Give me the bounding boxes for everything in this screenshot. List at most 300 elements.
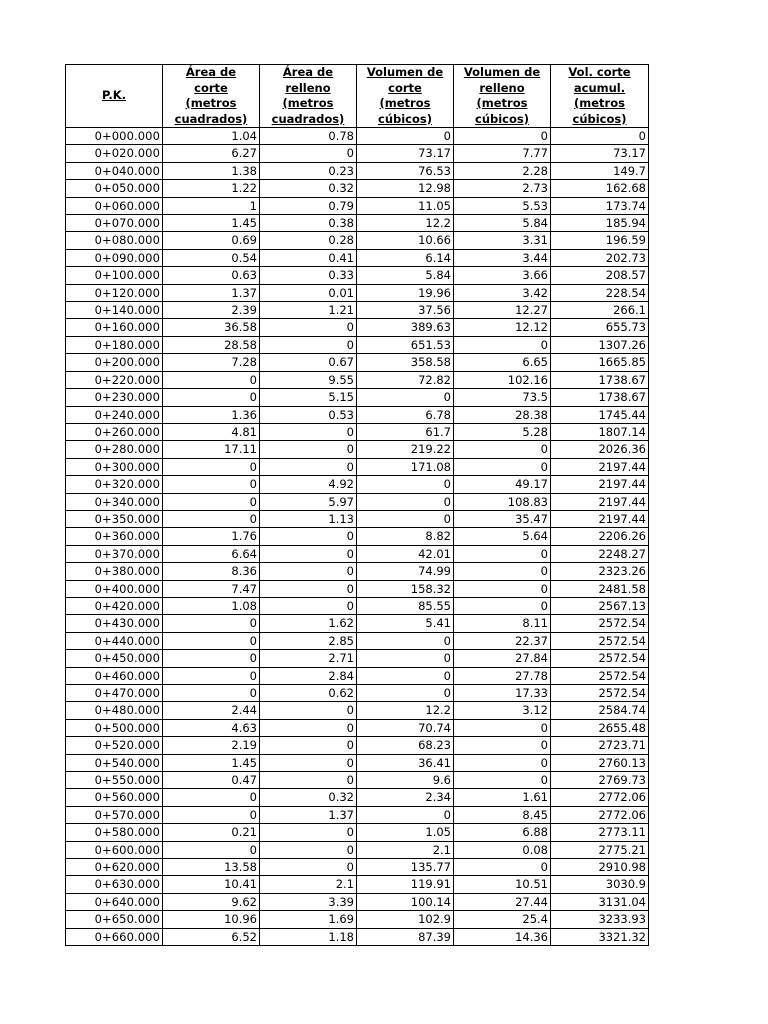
table-row — [66, 580, 649, 597]
cell-pk: 0+640.000 — [66, 893, 163, 910]
cell-cumulative-cut: 1307.26 — [551, 336, 649, 353]
cell-fill-volume: 0 — [454, 772, 551, 789]
cell-cut-volume: 219.22 — [357, 441, 454, 458]
cell-fill-volume: 5.53 — [454, 197, 551, 214]
cell-fill-area: 0 — [260, 580, 357, 597]
cell-pk: 0+120.000 — [66, 284, 163, 301]
cell-cumulative-cut: 2760.13 — [551, 754, 649, 771]
cell-cumulative-cut: 2572.54 — [551, 632, 649, 649]
cell-cut-volume: 8.82 — [357, 528, 454, 545]
table-row — [66, 615, 649, 632]
cell-pk: 0+380.000 — [66, 563, 163, 580]
cell-cut-area: 6.52 — [163, 928, 260, 945]
cell-fill-area: 0 — [260, 545, 357, 562]
cell-fill-volume: 0.08 — [454, 841, 551, 858]
header-line: cúbicos) — [475, 111, 529, 126]
cell-cut-area: 1.08 — [163, 597, 260, 614]
table-row — [66, 319, 649, 336]
cell-cut-area: 17.11 — [163, 441, 260, 458]
table-row — [66, 232, 649, 249]
cell-fill-area: 0 — [260, 859, 357, 876]
cell-cumulative-cut: 2248.27 — [551, 545, 649, 562]
cell-cut-volume: 0 — [357, 389, 454, 406]
cell-cut-volume: 11.05 — [357, 197, 454, 214]
cell-pk: 0+160.000 — [66, 319, 163, 336]
cell-fill-area: 0.79 — [260, 197, 357, 214]
table-row — [66, 476, 649, 493]
cell-cut-area: 28.58 — [163, 336, 260, 353]
cell-fill-volume: 6.88 — [454, 824, 551, 841]
cell-fill-area: 0.78 — [260, 128, 357, 145]
cell-fill-area: 0.53 — [260, 406, 357, 423]
cell-cumulative-cut: 655.73 — [551, 319, 649, 336]
cell-cumulative-cut: 185.94 — [551, 215, 649, 232]
cell-fill-volume: 3.44 — [454, 249, 551, 266]
cell-cumulative-cut: 1807.14 — [551, 423, 649, 440]
cell-cut-volume: 0 — [357, 667, 454, 684]
cell-cut-volume: 73.17 — [357, 145, 454, 162]
cell-cumulative-cut: 149.7 — [551, 162, 649, 179]
table-row — [66, 441, 649, 458]
table-row — [66, 719, 649, 736]
cell-pk: 0+500.000 — [66, 719, 163, 736]
header-line: relleno — [285, 80, 331, 95]
cell-fill-area: 0.62 — [260, 685, 357, 702]
table-row — [66, 597, 649, 614]
header-line: (metros — [282, 96, 334, 110]
cell-pk: 0+650.000 — [66, 911, 163, 928]
cell-fill-area: 4.92 — [260, 476, 357, 493]
cell-fill-volume: 14.36 — [454, 928, 551, 945]
cell-cumulative-cut: 2197.44 — [551, 476, 649, 493]
cell-cut-volume: 9.6 — [357, 772, 454, 789]
cell-cut-volume: 0 — [357, 476, 454, 493]
cell-pk: 0+420.000 — [66, 597, 163, 614]
header-cut-area — [163, 65, 260, 128]
table-row — [66, 806, 649, 823]
cell-fill-area: 0 — [260, 597, 357, 614]
cell-cut-area: 36.58 — [163, 319, 260, 336]
header-line: Área de — [185, 65, 237, 79]
cell-cut-area: 0 — [163, 632, 260, 649]
cell-fill-volume: 17.33 — [454, 685, 551, 702]
cell-pk: 0+430.000 — [66, 615, 163, 632]
cell-fill-volume: 0 — [454, 580, 551, 597]
cell-fill-volume: 2.28 — [454, 162, 551, 179]
header-line: corte — [388, 80, 422, 95]
cell-fill-area: 1.69 — [260, 911, 357, 928]
cell-fill-area: 2.85 — [260, 632, 357, 649]
table-row — [66, 876, 649, 893]
earthwork-table — [65, 64, 649, 946]
table-row — [66, 754, 649, 771]
cell-fill-volume: 28.38 — [454, 406, 551, 423]
cell-cut-area: 9.62 — [163, 893, 260, 910]
cell-fill-volume: 6.65 — [454, 354, 551, 371]
cell-fill-area: 0 — [260, 772, 357, 789]
table-row — [66, 772, 649, 789]
header-pk — [66, 65, 163, 128]
cell-cut-area: 0 — [163, 510, 260, 527]
cell-fill-area: 0 — [260, 319, 357, 336]
table-row — [66, 197, 649, 214]
cell-cut-volume: 12.2 — [357, 702, 454, 719]
cell-cut-volume: 135.77 — [357, 859, 454, 876]
cell-fill-volume: 102.16 — [454, 371, 551, 388]
cell-cumulative-cut: 2572.54 — [551, 650, 649, 667]
header-line: Área de — [282, 65, 334, 79]
cell-pk: 0+540.000 — [66, 754, 163, 771]
cell-cut-volume: 171.08 — [357, 458, 454, 475]
table-row — [66, 545, 649, 562]
table-row — [66, 685, 649, 702]
table-body — [66, 128, 649, 946]
cell-fill-volume: 10.51 — [454, 876, 551, 893]
cell-cumulative-cut: 2769.73 — [551, 772, 649, 789]
cell-fill-volume: 0 — [454, 737, 551, 754]
cell-pk: 0+070.000 — [66, 215, 163, 232]
cell-fill-volume: 0 — [454, 128, 551, 145]
cell-cumulative-cut: 2481.58 — [551, 580, 649, 597]
cell-pk: 0+400.000 — [66, 580, 163, 597]
header-line: cuadrados) — [271, 111, 345, 126]
table-row — [66, 737, 649, 754]
cell-cumulative-cut: 3030.9 — [551, 876, 649, 893]
cell-fill-area: 9.55 — [260, 371, 357, 388]
cell-fill-area: 1.37 — [260, 806, 357, 823]
cell-cut-area: 1.04 — [163, 128, 260, 145]
cell-pk: 0+020.000 — [66, 145, 163, 162]
cell-fill-area: 0 — [260, 458, 357, 475]
cell-cumulative-cut: 2572.54 — [551, 615, 649, 632]
cell-pk: 0+560.000 — [66, 789, 163, 806]
cell-pk: 0+060.000 — [66, 197, 163, 214]
cell-cut-volume: 42.01 — [357, 545, 454, 562]
cell-fill-area: 0.01 — [260, 284, 357, 301]
cell-cut-area: 0 — [163, 493, 260, 510]
cell-fill-area: 0 — [260, 441, 357, 458]
cell-cumulative-cut: 1738.67 — [551, 371, 649, 388]
cell-cut-area: 1.76 — [163, 528, 260, 545]
table-row — [66, 215, 649, 232]
cell-fill-area: 0.67 — [260, 354, 357, 371]
table-row — [66, 145, 649, 162]
cell-cut-volume: 389.63 — [357, 319, 454, 336]
cell-fill-volume: 73.5 — [454, 389, 551, 406]
cell-pk: 0+340.000 — [66, 493, 163, 510]
cell-pk: 0+600.000 — [66, 841, 163, 858]
cell-fill-area: 0 — [260, 824, 357, 841]
header-line: (metros — [185, 96, 237, 110]
cell-cumulative-cut: 73.17 — [551, 145, 649, 162]
cell-fill-volume: 7.77 — [454, 145, 551, 162]
cell-cumulative-cut: 1665.85 — [551, 354, 649, 371]
header-line: cuadrados) — [174, 111, 248, 126]
cell-cut-area: 6.64 — [163, 545, 260, 562]
cell-pk: 0+280.000 — [66, 441, 163, 458]
cell-cumulative-cut: 2197.44 — [551, 493, 649, 510]
cell-cumulative-cut: 3131.04 — [551, 893, 649, 910]
cell-cut-volume: 0 — [357, 128, 454, 145]
cell-cumulative-cut: 2572.54 — [551, 685, 649, 702]
cell-cut-volume: 74.99 — [357, 563, 454, 580]
cell-cut-area: 0 — [163, 371, 260, 388]
cell-cumulative-cut: 2775.21 — [551, 841, 649, 858]
cell-fill-volume: 5.28 — [454, 423, 551, 440]
cell-cut-volume: 68.23 — [357, 737, 454, 754]
table-row — [66, 893, 649, 910]
cell-cumulative-cut: 208.57 — [551, 267, 649, 284]
header-line: cúbicos) — [378, 111, 432, 126]
cell-pk: 0+100.000 — [66, 267, 163, 284]
cell-fill-volume: 2.73 — [454, 180, 551, 197]
cell-cut-volume: 2.34 — [357, 789, 454, 806]
cell-cut-area: 1.38 — [163, 162, 260, 179]
cell-pk: 0+300.000 — [66, 458, 163, 475]
cell-pk: 0+320.000 — [66, 476, 163, 493]
cell-pk: 0+480.000 — [66, 702, 163, 719]
cell-fill-volume: 3.12 — [454, 702, 551, 719]
table-row — [66, 841, 649, 858]
cell-cut-volume: 0 — [357, 650, 454, 667]
cell-fill-area: 2.71 — [260, 650, 357, 667]
cell-fill-area: 0 — [260, 737, 357, 754]
cell-cut-volume: 12.98 — [357, 180, 454, 197]
cell-fill-volume: 0 — [454, 719, 551, 736]
cell-cumulative-cut: 266.1 — [551, 302, 649, 319]
cell-cumulative-cut: 0 — [551, 128, 649, 145]
table-row — [66, 859, 649, 876]
cell-cut-area: 7.28 — [163, 354, 260, 371]
cell-fill-volume: 27.84 — [454, 650, 551, 667]
cell-cut-volume: 358.58 — [357, 354, 454, 371]
cell-cut-area: 4.63 — [163, 719, 260, 736]
header-line: (metros — [379, 96, 431, 110]
cell-cut-area: 7.47 — [163, 580, 260, 597]
cell-cut-volume: 72.82 — [357, 371, 454, 388]
header-line: acumul. — [573, 80, 626, 95]
cell-cumulative-cut: 2723.71 — [551, 737, 649, 754]
header-line: (metros — [476, 96, 528, 110]
cell-fill-area: 2.1 — [260, 876, 357, 893]
cell-cut-volume: 102.9 — [357, 911, 454, 928]
cell-cut-area: 1.45 — [163, 215, 260, 232]
cell-pk: 0+200.000 — [66, 354, 163, 371]
cell-pk: 0+230.000 — [66, 389, 163, 406]
cell-cut-area: 0 — [163, 476, 260, 493]
cell-cut-volume: 0 — [357, 685, 454, 702]
cell-cut-area: 2.44 — [163, 702, 260, 719]
table-row — [66, 249, 649, 266]
cell-fill-volume: 0 — [454, 597, 551, 614]
cell-fill-area: 0 — [260, 702, 357, 719]
cell-fill-area: 1.18 — [260, 928, 357, 945]
cell-cut-area: 0 — [163, 841, 260, 858]
cell-fill-volume: 35.47 — [454, 510, 551, 527]
cell-cumulative-cut: 1738.67 — [551, 389, 649, 406]
header-line: (metros — [574, 96, 625, 110]
header-cut-volume — [357, 65, 454, 128]
cell-cut-area: 1.45 — [163, 754, 260, 771]
cell-cut-area: 0 — [163, 806, 260, 823]
cell-cumulative-cut: 2197.44 — [551, 458, 649, 475]
cell-cut-volume: 36.41 — [357, 754, 454, 771]
cell-cut-area: 0 — [163, 789, 260, 806]
cell-cut-volume: 5.84 — [357, 267, 454, 284]
cell-pk: 0+630.000 — [66, 876, 163, 893]
cell-pk: 0+050.000 — [66, 180, 163, 197]
cell-fill-volume: 27.44 — [454, 893, 551, 910]
cell-pk: 0+580.000 — [66, 824, 163, 841]
cell-cut-area: 8.36 — [163, 563, 260, 580]
cell-cut-area: 1.37 — [163, 284, 260, 301]
table-row — [66, 371, 649, 388]
cell-fill-area: 5.97 — [260, 493, 357, 510]
table-row — [66, 302, 649, 319]
cell-fill-area: 0 — [260, 754, 357, 771]
cell-cut-area: 0.21 — [163, 824, 260, 841]
cell-pk: 0+370.000 — [66, 545, 163, 562]
table-row — [66, 180, 649, 197]
cell-cut-volume: 19.96 — [357, 284, 454, 301]
cell-cut-area: 10.96 — [163, 911, 260, 928]
cell-fill-area: 0 — [260, 841, 357, 858]
cell-fill-volume: 0 — [454, 754, 551, 771]
cell-fill-area: 2.84 — [260, 667, 357, 684]
table-row — [66, 458, 649, 475]
cell-fill-area: 0 — [260, 145, 357, 162]
table-row — [66, 510, 649, 527]
cell-fill-volume: 1.61 — [454, 789, 551, 806]
cell-cut-volume: 12.2 — [357, 215, 454, 232]
cell-pk: 0+660.000 — [66, 928, 163, 945]
cell-pk: 0+520.000 — [66, 737, 163, 754]
header-line: Volumen de — [463, 65, 541, 79]
cell-cut-area: 13.58 — [163, 859, 260, 876]
table-row — [66, 563, 649, 580]
cell-cumulative-cut: 2772.06 — [551, 789, 649, 806]
cell-cut-area: 10.41 — [163, 876, 260, 893]
cell-fill-volume: 49.17 — [454, 476, 551, 493]
table-row — [66, 928, 649, 945]
cell-cumulative-cut: 2572.54 — [551, 667, 649, 684]
cell-fill-volume: 108.83 — [454, 493, 551, 510]
cell-pk: 0+240.000 — [66, 406, 163, 423]
cell-cumulative-cut: 196.59 — [551, 232, 649, 249]
table-row — [66, 389, 649, 406]
cell-pk: 0+460.000 — [66, 667, 163, 684]
cell-cut-area: 0 — [163, 615, 260, 632]
cell-fill-volume: 5.84 — [454, 215, 551, 232]
cell-fill-volume: 3.42 — [454, 284, 551, 301]
cell-cumulative-cut: 2567.13 — [551, 597, 649, 614]
cell-cut-area: 0 — [163, 650, 260, 667]
cell-fill-volume: 3.66 — [454, 267, 551, 284]
header-line: Volumen de — [366, 65, 444, 79]
cell-cumulative-cut: 2772.06 — [551, 806, 649, 823]
cell-pk: 0+180.000 — [66, 336, 163, 353]
cell-cut-volume: 37.56 — [357, 302, 454, 319]
cell-cut-volume: 2.1 — [357, 841, 454, 858]
cell-cut-area: 1 — [163, 197, 260, 214]
cell-fill-area: 5.15 — [260, 389, 357, 406]
cell-cut-area: 0 — [163, 458, 260, 475]
table-row — [66, 406, 649, 423]
cell-fill-volume: 12.27 — [454, 302, 551, 319]
header-fill-area — [260, 65, 357, 128]
cell-cumulative-cut: 173.74 — [551, 197, 649, 214]
cell-fill-volume: 8.11 — [454, 615, 551, 632]
cell-fill-area: 3.39 — [260, 893, 357, 910]
cell-cumulative-cut: 2323.26 — [551, 563, 649, 580]
table-row — [66, 284, 649, 301]
cell-fill-volume: 3.31 — [454, 232, 551, 249]
cell-cut-volume: 0 — [357, 806, 454, 823]
cell-fill-area: 0 — [260, 719, 357, 736]
cell-fill-volume: 12.12 — [454, 319, 551, 336]
cell-fill-area: 1.13 — [260, 510, 357, 527]
cell-pk: 0+550.000 — [66, 772, 163, 789]
cell-fill-area: 0.38 — [260, 215, 357, 232]
table-row — [66, 493, 649, 510]
table-row — [66, 267, 649, 284]
cell-fill-area: 0 — [260, 336, 357, 353]
cell-pk: 0+040.000 — [66, 162, 163, 179]
cell-fill-volume: 0 — [454, 563, 551, 580]
header-cumulative-cut — [551, 65, 649, 128]
cell-cumulative-cut: 3233.93 — [551, 911, 649, 928]
cell-cut-volume: 158.32 — [357, 580, 454, 597]
cell-fill-volume: 0 — [454, 859, 551, 876]
cell-pk: 0+140.000 — [66, 302, 163, 319]
cell-fill-volume: 0 — [454, 336, 551, 353]
cell-cumulative-cut: 202.73 — [551, 249, 649, 266]
cell-cut-volume: 61.7 — [357, 423, 454, 440]
cell-cumulative-cut: 228.54 — [551, 284, 649, 301]
cell-fill-volume: 5.64 — [454, 528, 551, 545]
cell-pk: 0+090.000 — [66, 249, 163, 266]
cell-cumulative-cut: 2026.36 — [551, 441, 649, 458]
table-row — [66, 824, 649, 841]
table-row — [66, 128, 649, 145]
header-line: P.K. — [102, 88, 126, 103]
cell-fill-volume: 0 — [454, 458, 551, 475]
cell-cumulative-cut: 1745.44 — [551, 406, 649, 423]
cell-cut-area: 0.54 — [163, 249, 260, 266]
cell-cut-volume: 1.05 — [357, 824, 454, 841]
cell-cumulative-cut: 2584.74 — [551, 702, 649, 719]
cell-cut-volume: 100.14 — [357, 893, 454, 910]
cell-cut-area: 1.22 — [163, 180, 260, 197]
cell-cut-volume: 0 — [357, 493, 454, 510]
table-row — [66, 632, 649, 649]
cell-pk: 0+000.000 — [66, 128, 163, 145]
cell-fill-volume: 25.4 — [454, 911, 551, 928]
cell-cut-area: 0 — [163, 685, 260, 702]
cell-cut-volume: 85.55 — [357, 597, 454, 614]
table-row — [66, 423, 649, 440]
cell-fill-area: 0 — [260, 423, 357, 440]
cell-pk: 0+450.000 — [66, 650, 163, 667]
table-row — [66, 702, 649, 719]
cell-cut-area: 6.27 — [163, 145, 260, 162]
cell-cut-volume: 6.14 — [357, 249, 454, 266]
cell-cut-area: 0.69 — [163, 232, 260, 249]
cell-cumulative-cut: 2655.48 — [551, 719, 649, 736]
table-row — [66, 911, 649, 928]
cell-cut-volume: 5.41 — [357, 615, 454, 632]
cell-cut-volume: 76.53 — [357, 162, 454, 179]
